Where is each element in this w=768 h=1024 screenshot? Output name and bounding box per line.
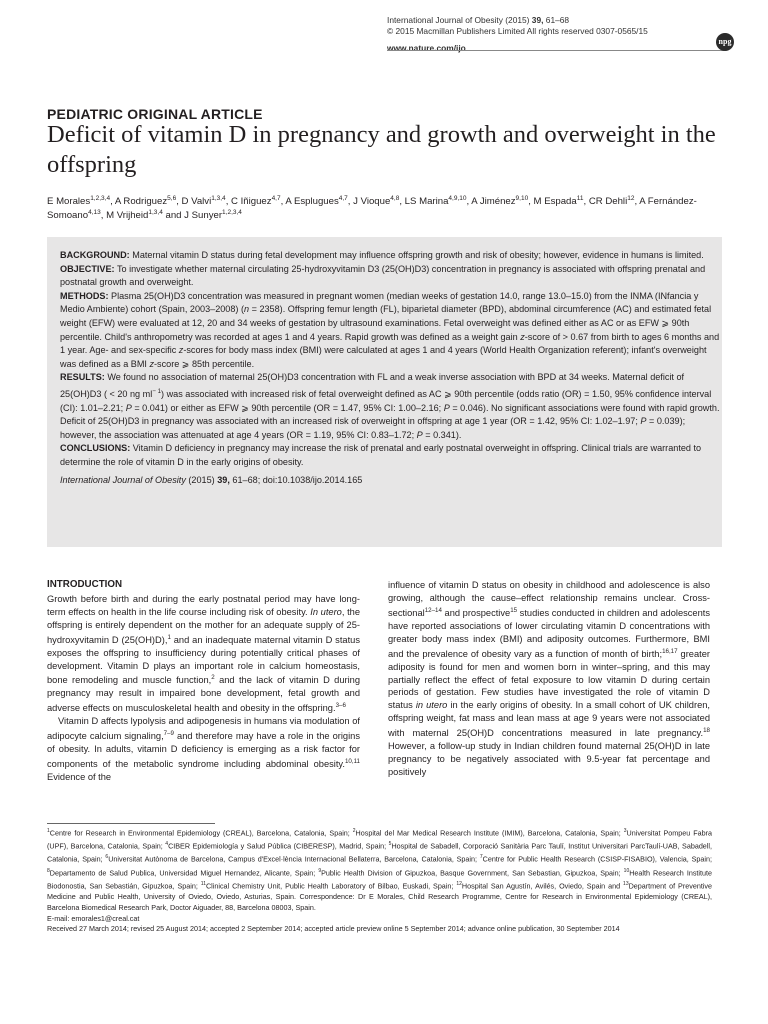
citation-volume: 39,: [217, 474, 230, 485]
article-type-label: PEDIATRIC ORIGINAL ARTICLE: [47, 106, 263, 122]
received-dates: Received 27 March 2014; revised 25 August 2014; accepted 2 September 2014; accepted article preview online 5 September 2014; advance online publication, 30 September 2014: [47, 924, 620, 934]
objective-text: To investigate whether maternal circulating 25-hydroxyvitamin D3 (25(OH)D3) concentration in pregnancy is associated with offspring prenatal and postnatal growth and overweight.: [60, 263, 706, 288]
journal-name: International Journal of Obesity (2015): [387, 15, 530, 25]
body-left-column: [47, 579, 360, 784]
journal-url-link[interactable]: www.nature.com/ijo: [387, 43, 466, 53]
background-text: Maternal vitamin D status during fetal development may influence offspring growth and risk of obesity; however, evidence in humans is limited.: [129, 250, 704, 260]
npg-logo-icon: npg: [716, 33, 734, 51]
intro-paragraph-continued: influence of vitamin D status on obesity in childhood and adolescence is also growing, although the cause–effect relationship remains unclear. Cross-sectional$^{12-14}$ and prospective$^{15}$ studies conducted in children and adolescents have reported associations of lower circulating vitamin D concentrations with greater body mass index (BMI) and adiposity outcomes. Furthermore, BMI and the prevalence of obesity vary as a function of month of birth;$^{16,17}$ greater adiposity is found for men and women born in winter–spring, and this may partially reflect the effect of fetal exposure to low vitamin D during certain periods of gestation. Few studies have investigated the role of vitamin D status in utero in the early origins of obesity. In a small cohort of UK children, offspring weight, fat mass and lean mass at age 9 years were not associated with maternal 25(OH)D concentrations measured in late pregnancy.$^{18}$ However, a follow-up study in Indian children found maternal 25(OH)D in late pregnancy to be negatively associated with 9.5-year fat percentage and positively: [388, 580, 711, 777]
results-text: We found no association of maternal 25(OH)D3 concentration with FL and a weak inverse association with BPD at 34 weeks. Maternal deficit of 25(OH)D3 ( < 20 ng $ml^{- 1}$) was associated with increased risk of fetal overweight defined as AC ⩾ 90th percentile (odds ratio (OR) = 1.50, 95% confidence interval (CI): 1.01–2.21; P = 0.041) or either as EFW ⩾ 90th percentile (OR = 1.47, 95% CI: 1.00–2.16; P = 0.046). No significant associations were found with rapid growth. Deficit of 25(OH)D3 in pregnancy was associated with an increased risk of overweight in offspring at age 1 year (OR = 1.42, 95% CI: 1.02–1.97; P = 0.039); however, the association was attenuated at age 4 years (OR = 1.19, 95% CI: 0.83–1.72; P = 0.341).: [60, 372, 720, 440]
article-title: Deficit of vitamin D in pregnancy and growth and overweight in the offspring: [47, 121, 716, 178]
conclusions-text: Vitamin D deficiency in pregnancy may increase the risk of prenatal and early postnatal overweight in offspring. Clinical trials are warranted to determine the role of vitamin D in the early origins of obesity.: [60, 443, 702, 467]
header-divider: [387, 50, 724, 51]
affiliations-footnote: [47, 826, 712, 935]
correspondence-email[interactable]: E-mail: emorales1@creal.cat: [47, 913, 140, 923]
conclusions-label: CONCLUSIONS:: [60, 443, 131, 454]
abstract-citation: [60, 474, 720, 488]
author-list: E Morales$^{1,2,3,4}$, A Rodriguez$^{5,6}$, D Valvi$^{1,3,4}$, C Iñiguez$^{4,7}$, A Esplugues$^{4,7}$, J Vioque$^{4,8}$, LS Marina$^{4,9,10}$, A Jiménez$^{9,10}$, M Espada$^{11}$, CR Dehli$^{12}$, A Fernández-Somoano$^{4,13}$, M Vrijheid$^{1,3,4}$ and J Sunyer$^{1,2,3,4}$: [47, 194, 697, 221]
intro-paragraph-2: Vitamin D affects lypolysis and adipogenesis in humans via modulation of adipocyte calcium signaling,$^{7-9}$ and therefore may have a role in the origins of obesity. In adults, vitamin D deficiency is emerging as a risk factor for components of the metabolic syndrome including abdominal obesity.$^{10,11}$ Evidence of the: [47, 716, 360, 783]
affiliations-text: $^1$Centre for Research in Environmental Epidemiology (CREAL), Barcelona, Catalonia, Spain; $^2$Hospital del Mar Medical Research Institute (IMIM), Barcelona, Catalonia, Spain; $^3$Universitat Pompeu Fabra (UPF), Barcelona, Catalonia, Spain; $^4$CIBER Epidemiología y Salud Pública (CIBERESP), Madrid, Spain; $^5$Hospital de Sabadell, Corporació Sanitària Parc Taulí, Institut Universitari ParcTaulí-UAB, Sabadell, Catalonia, Spain; $^6$Universitat Autònoma de Barcelona, Campus d'Excel·lència Internacional Bellaterra, Barcelona, Catalonia, Spain; $^7$Centre for Public Health Research (CSISP-FISABIO), Valencia, Spain; $^8$Departamento de Salud Publica, Universidad Miguel Hernandez, Alicante, Spain; $^9$Public Health Division of Gipuzkoa, Basque Government, San Sebastian, Gipuzkoa, Spain; $^{10}$Health Research Institute Biodonostia, San Sebastián, Gipuzkoa, Spain; $^{11}$Clinical Chemistry Unit, Public Health Laboratory of Bilbao, Euskadi, Spain; $^{12}$Hospital San Agustín, Avilés, Oviedo, Spain and $^{13}$Department of Preventive Medicine and Public Health, University of Oviedo, Oviedo, Asturias, Spain. Correspondence: Dr E Morales, Child Research Programme, Centre for Research in Environmental Epidemiology (CREAL), Barcelona Biomedical Research Park, Doctor Aiguader, 88, Barcelona 08003, Spain.: [47, 828, 713, 912]
journal-volume: 39,: [531, 15, 544, 25]
citation-year: (2015): [185, 474, 218, 485]
journal-header: [387, 15, 648, 54]
abstract-conclusions-section: [60, 442, 720, 469]
methods-text: Plasma 25(OH)D3 concentration was measured in pregnant women (median weeks of gestation 14.0, range 13.0–15.0) from the INMA (INfancia y Medio Ambiente) cohort (Spain, 2003–2008) (n = 2358). Offspring femur length (FL), biparietal diameter (BPD), abdominal circumference (AC) and estimated fetal weight (EFW) were evaluated at 12, 20 and 34 weeks of gestation by ultrasound examinations. Fetal overweight was defined either as AC or as EFW ⩾ 90th percentile. Child's anthropometry was recorded at ages 1 and 4 years. Rapid growth was defined as a weight gain z-score of > 0.67 from birth to ages 6 months and 1 year. Age- and sex-specific z-scores for body mass index (BMI) were calculated at ages 1 and 4 years (World Health Organization referent); infant's overweight was defined as a BMI z-score ⩾ 85th percentile.: [60, 290, 720, 369]
body-right-column: [388, 579, 710, 779]
citation-doi[interactable]: 61–68; doi:10.1038/ijo.2014.165: [229, 474, 363, 485]
methods-label: METHODS:: [60, 290, 109, 301]
abstract-methods-section: [60, 290, 720, 372]
results-label: RESULTS:: [60, 372, 105, 383]
abstract-objective-section: [60, 263, 720, 290]
abstract-results-section: [60, 371, 720, 442]
journal-citation-line: [387, 15, 648, 26]
introduction-heading: INTRODUCTION: [47, 579, 123, 590]
footnote-divider: [47, 823, 215, 824]
objective-label: OBJECTIVE:: [60, 263, 115, 274]
intro-paragraph-1: Growth before birth and during the early postnatal period may have long-term effects on health in the life course including risk of obesity. In utero, the offspring is entirely dependent on the mother for an adequate supply of 25-hydroxyvitamin D (25(OH)D),$^1$ and an inadequate maternal vitamin D status exposes the offspring to insufficiency during potentially critical phases of development. Vitamin D plays an important role in calcium homeostasis, bone remodeling and muscle function,$^2$ and the lack of vitamin D during pregnancy may result in impaired bone development, fetal growth and adverse effects on musculoskeletal health and obesity in the offspring.$^{3-6}$: [47, 593, 360, 714]
citation-journal: International Journal of Obesity: [60, 474, 186, 485]
journal-pages: 61–68: [543, 15, 570, 25]
background-label: BACKGROUND:: [60, 250, 130, 260]
abstract-background-section: [60, 249, 720, 263]
copyright-line: © 2015 Macmillan Publishers Limited All rights reserved 0307-0565/15: [387, 26, 648, 36]
abstract: [60, 249, 720, 487]
